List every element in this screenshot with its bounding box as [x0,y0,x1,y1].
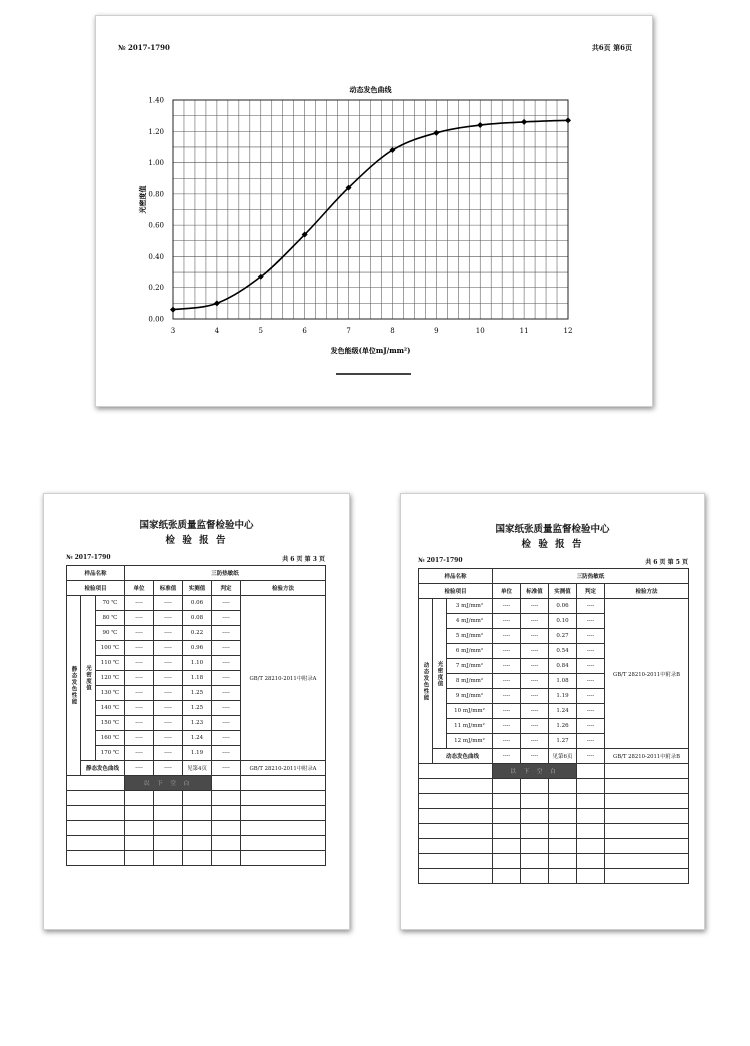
unit-cell: ---- [125,596,154,611]
judgement-cell: ---- [577,719,605,734]
blank-cell [183,791,212,806]
blank-cell [183,806,212,821]
x-tick-label: 9 [434,327,439,335]
standard-cell: ---- [521,674,549,689]
blank-cell [577,869,605,884]
blank-row [67,791,326,806]
group-label: 动态发色性能 [419,599,433,764]
chart [96,16,652,406]
sample-row [67,566,326,581]
value-cell: 0.06 [549,599,577,614]
condition-cell: 140 ℃ [96,701,125,716]
blank-cell [183,821,212,836]
unit-cell: ---- [493,719,521,734]
unit-cell: ---- [493,749,521,764]
blank-cell [125,806,154,821]
header-row [419,584,689,599]
blank-row [67,836,326,851]
value-cell: 1.25 [183,686,212,701]
blank-cell [549,854,577,869]
y-tick-label: 0.40 [148,252,164,261]
blank-cell [521,854,549,869]
report-title: 检 验 报 告 [165,535,228,546]
value-cell: 1.08 [549,674,577,689]
end-row [67,776,326,791]
value-cell: 见第6页 [549,749,577,764]
unit-cell: ---- [493,704,521,719]
standard-cell: ---- [154,686,183,701]
header-cell: 实测值 [549,584,577,599]
blank-cell [493,839,521,854]
unit-cell: ---- [125,671,154,686]
condition-cell: 160 ℃ [96,731,125,746]
y-tick-label: 0.80 [148,190,164,199]
blank-cell [419,824,493,839]
chart-title: 动态发色曲线 [349,85,392,94]
unit-cell: ---- [125,731,154,746]
standard-cell: ---- [521,704,549,719]
curve-row [67,761,326,776]
data-point [170,307,176,313]
method-cell: GB/T 28210-2011中附录A [241,596,326,761]
condition-cell: 70 ℃ [96,596,125,611]
blank-cell [241,806,326,821]
unit-cell: ---- [493,734,521,749]
x-tick-label: 5 [258,327,264,335]
blank-cell [419,794,493,809]
data-point [565,117,571,123]
value-cell: 1.10 [183,656,212,671]
unit-cell: ---- [125,626,154,641]
value-cell: 0.84 [549,659,577,674]
condition-cell: 12 mJ/mm² [447,734,493,749]
blank-row [419,869,689,884]
y-tick-label: 0.60 [148,221,164,230]
blank-row [419,839,689,854]
condition-cell: 80 ℃ [96,611,125,626]
header-cell: 检验方法 [241,581,326,596]
unit-cell: ---- [125,611,154,626]
method-cell: GB/T 28210-2011中附录B [605,599,689,749]
blank-cell [549,839,577,854]
unit-cell: ---- [125,701,154,716]
curve-label: 动态发色曲线 [433,749,493,764]
header-cell: 检验方法 [605,584,689,599]
unit-cell: ---- [493,674,521,689]
condition-cell: 100 ℃ [96,641,125,656]
report-page-static [43,493,350,930]
header-cell: 单位 [493,584,521,599]
blank-cell [212,836,241,851]
value-cell: 1.26 [549,719,577,734]
blank-cell [605,869,689,884]
blank-row [419,824,689,839]
unit-cell: ---- [493,599,521,614]
judgement-cell: ---- [212,716,241,731]
blank-cell [154,836,183,851]
unit-cell: ---- [493,644,521,659]
judgement-cell: ---- [212,641,241,656]
x-tick-label: 7 [346,327,351,335]
standard-cell: ---- [154,701,183,716]
standard-cell: ---- [154,656,183,671]
doc-number: № 2017-1790 [118,43,170,52]
blank-cell [605,779,689,794]
value-cell: 1.25 [183,701,212,716]
unit-cell: ---- [125,686,154,701]
page-info: 共 6 页 第 3 页 [282,556,325,563]
blank-cell [577,779,605,794]
value-cell: 1.27 [549,734,577,749]
blank-cell [212,776,241,791]
page-info: 共 6 页 第 5 页 [645,559,688,566]
standard-cell: ---- [154,731,183,746]
standard-cell: ---- [154,626,183,641]
judgement-cell: ---- [577,689,605,704]
x-tick-label: 11 [519,327,529,335]
blank-cell [154,851,183,866]
value-cell: 见第4页 [183,761,212,776]
unit-cell: ---- [125,746,154,761]
standard-cell: ---- [154,611,183,626]
condition-cell: 130 ℃ [96,686,125,701]
condition-cell: 7 mJ/mm² [447,659,493,674]
value-cell: 1.23 [183,716,212,731]
y-tick-label: 1.20 [148,127,164,136]
value-cell: 1.18 [183,671,212,686]
data-point [477,122,483,128]
judgement-cell: ---- [577,749,605,764]
standard-cell: ---- [154,716,183,731]
blank-cell [577,794,605,809]
blank-cell [605,839,689,854]
condition-cell: 10 mJ/mm² [447,704,493,719]
standard-cell: ---- [521,644,549,659]
report-org: 国家纸张质量监督检验中心 [139,520,254,531]
standard-cell: ---- [521,719,549,734]
blank-cell [493,824,521,839]
blank-row [419,779,689,794]
condition-cell: 170 ℃ [96,746,125,761]
blank-cell [67,821,125,836]
standard-cell: ---- [154,746,183,761]
blank-cell [549,869,577,884]
curve-row [419,749,689,764]
blank-cell [419,809,493,824]
group-label: 静态发色性能 [67,596,81,776]
blank-row [419,809,689,824]
blank-cell [241,836,326,851]
blank-cell [549,794,577,809]
blank-cell [577,809,605,824]
header-cell: 判定 [577,584,605,599]
judgement-cell: ---- [577,599,605,614]
value-cell: 0.27 [549,629,577,644]
value-cell: 0.54 [549,644,577,659]
method-cell: GB/T 28210-2011中附录B [605,749,689,764]
blank-cell [125,821,154,836]
blank-cell [605,854,689,869]
blank-cell [521,839,549,854]
blank-cell [549,824,577,839]
blank-cell [493,854,521,869]
data-point [433,130,439,136]
y-tick-label: 0.00 [148,315,164,324]
unit-cell: ---- [493,659,521,674]
judgement-cell: ---- [212,596,241,611]
judgement-cell: ---- [577,629,605,644]
blank-cell [183,836,212,851]
end-of-table-marker: 以 下 空 白 [125,776,212,791]
unit-cell: ---- [493,614,521,629]
blank-row [67,806,326,821]
data-row [67,596,326,611]
data-point [214,300,220,306]
judgement-cell: ---- [212,746,241,761]
condition-cell: 8 mJ/mm² [447,674,493,689]
header-cell: 判定 [212,581,241,596]
x-tick-label: 12 [563,327,573,335]
report-table [66,565,326,866]
blank-cell [125,791,154,806]
judgement-cell: ---- [577,674,605,689]
blank-cell [605,794,689,809]
sub-label: 光密度值 [81,596,96,761]
blank-cell [419,779,493,794]
blank-cell [521,869,549,884]
blank-cell [419,854,493,869]
judgement-cell: ---- [212,701,241,716]
blank-cell [212,791,241,806]
unit-cell: ---- [493,689,521,704]
blank-cell [521,794,549,809]
blank-cell [549,779,577,794]
blank-cell [521,779,549,794]
blank-cell [183,851,212,866]
blank-cell [67,836,125,851]
unit-cell: ---- [125,716,154,731]
condition-cell: 110 ℃ [96,656,125,671]
sub-label: 光密度值 [433,599,447,749]
standard-cell: ---- [521,734,549,749]
blank-row [419,854,689,869]
blank-cell [419,764,493,779]
standard-cell: ---- [521,689,549,704]
blank-cell [125,851,154,866]
judgement-cell: ---- [577,614,605,629]
y-tick-label: 1.00 [148,159,164,168]
blank-cell [241,821,326,836]
condition-cell: 6 mJ/mm² [447,644,493,659]
standard-cell: ---- [521,749,549,764]
condition-cell: 150 ℃ [96,716,125,731]
blank-cell [67,851,125,866]
unit-cell: ---- [493,629,521,644]
blank-cell [493,809,521,824]
blank-cell [67,791,125,806]
x-axis-label: 发色能级(单位mJ/mm²) [330,346,411,355]
standard-cell: ---- [521,599,549,614]
sample-name-value: 三防热敏纸 [125,566,326,581]
blank-cell [212,821,241,836]
data-point [521,119,527,125]
condition-cell: 3 mJ/mm² [447,599,493,614]
x-tick-label: 10 [475,327,485,335]
doc-number: № 2017-1790 [66,554,111,561]
sample-row [419,569,689,584]
condition-cell: 4 mJ/mm² [447,614,493,629]
blank-cell [577,854,605,869]
standard-cell: ---- [154,761,183,776]
unit-cell: ---- [125,761,154,776]
judgement-cell: ---- [212,731,241,746]
blank-cell [605,824,689,839]
judgement-cell: ---- [577,659,605,674]
value-cell: 0.06 [183,596,212,611]
blank-row [67,821,326,836]
end-row [419,764,689,779]
report-title: 检 验 报 告 [521,539,584,550]
blank-cell [154,806,183,821]
data-row [419,599,689,614]
blank-cell [521,809,549,824]
condition-cell: 90 ℃ [96,626,125,641]
blank-cell [241,851,326,866]
value-cell: 0.08 [183,611,212,626]
header-item: 检验项目 [67,581,125,596]
standard-cell: ---- [154,596,183,611]
value-cell: 1.24 [549,704,577,719]
curve-label: 静态发色曲线 [81,761,125,776]
header-row [67,581,326,596]
judgement-cell: ---- [212,761,241,776]
blank-cell [419,839,493,854]
blank-cell [577,839,605,854]
header-cell: 标准值 [521,584,549,599]
unit-cell: ---- [125,641,154,656]
judgement-cell: ---- [577,704,605,719]
condition-cell: 120 ℃ [96,671,125,686]
header-cell: 标准值 [154,581,183,596]
method-cell: GB/T 28210-2011中附录A [241,761,326,776]
value-cell: 0.22 [183,626,212,641]
header-item: 检验项目 [419,584,493,599]
x-tick-label: 6 [302,327,307,335]
blank-cell [212,851,241,866]
x-tick-label: 3 [170,327,176,335]
y-axis-label: 光密度值 [138,185,147,214]
judgement-cell: ---- [212,671,241,686]
judgement-cell: ---- [577,644,605,659]
blank-cell [212,806,241,821]
blank-cell [521,824,549,839]
judgement-cell: ---- [212,686,241,701]
blank-cell [493,869,521,884]
value-cell: 1.19 [549,689,577,704]
standard-cell: ---- [521,614,549,629]
value-cell: 0.96 [183,641,212,656]
x-tick-label: 8 [390,327,395,335]
sample-name-label: 样品名称 [419,569,493,584]
blank-cell [577,764,605,779]
blank-row [67,851,326,866]
page-info: 共6页 第6页 [591,43,632,52]
blank-cell [67,806,125,821]
judgement-cell: ---- [577,734,605,749]
sample-name-value: 三防热敏纸 [493,569,689,584]
value-cell: 1.19 [183,746,212,761]
standard-cell: ---- [154,641,183,656]
standard-cell: ---- [521,629,549,644]
end-of-table-marker: 以 下 空 白 [493,764,577,779]
header-cell: 单位 [125,581,154,596]
report-page-dynamic [400,493,705,930]
y-tick-label: 0.20 [148,284,164,293]
report-table [418,568,689,884]
value-cell: 0.10 [549,614,577,629]
chart-page [95,15,653,407]
blank-cell [241,791,326,806]
blank-cell [419,869,493,884]
condition-cell: 5 mJ/mm² [447,629,493,644]
condition-cell: 11 mJ/mm² [447,719,493,734]
report-org: 国家纸张质量监督检验中心 [495,524,610,535]
blank-cell [605,764,689,779]
standard-cell: ---- [521,659,549,674]
standard-cell: ---- [154,671,183,686]
blank-cell [125,836,154,851]
judgement-cell: ---- [212,611,241,626]
x-tick-label: 4 [214,327,220,335]
y-tick-label: 1.40 [148,96,164,105]
blank-row [419,794,689,809]
header-cell: 实测值 [183,581,212,596]
blank-cell [67,776,125,791]
judgement-cell: ---- [212,656,241,671]
blank-cell [549,809,577,824]
blank-cell [241,776,326,791]
blank-cell [605,809,689,824]
condition-cell: 9 mJ/mm² [447,689,493,704]
value-cell: 1.24 [183,731,212,746]
blank-cell [154,791,183,806]
blank-cell [154,821,183,836]
blank-cell [493,794,521,809]
blank-cell [577,824,605,839]
blank-cell [493,779,521,794]
doc-number: № 2017-1790 [418,557,463,564]
unit-cell: ---- [125,656,154,671]
judgement-cell: ---- [212,626,241,641]
sample-name-label: 样品名称 [67,566,125,581]
